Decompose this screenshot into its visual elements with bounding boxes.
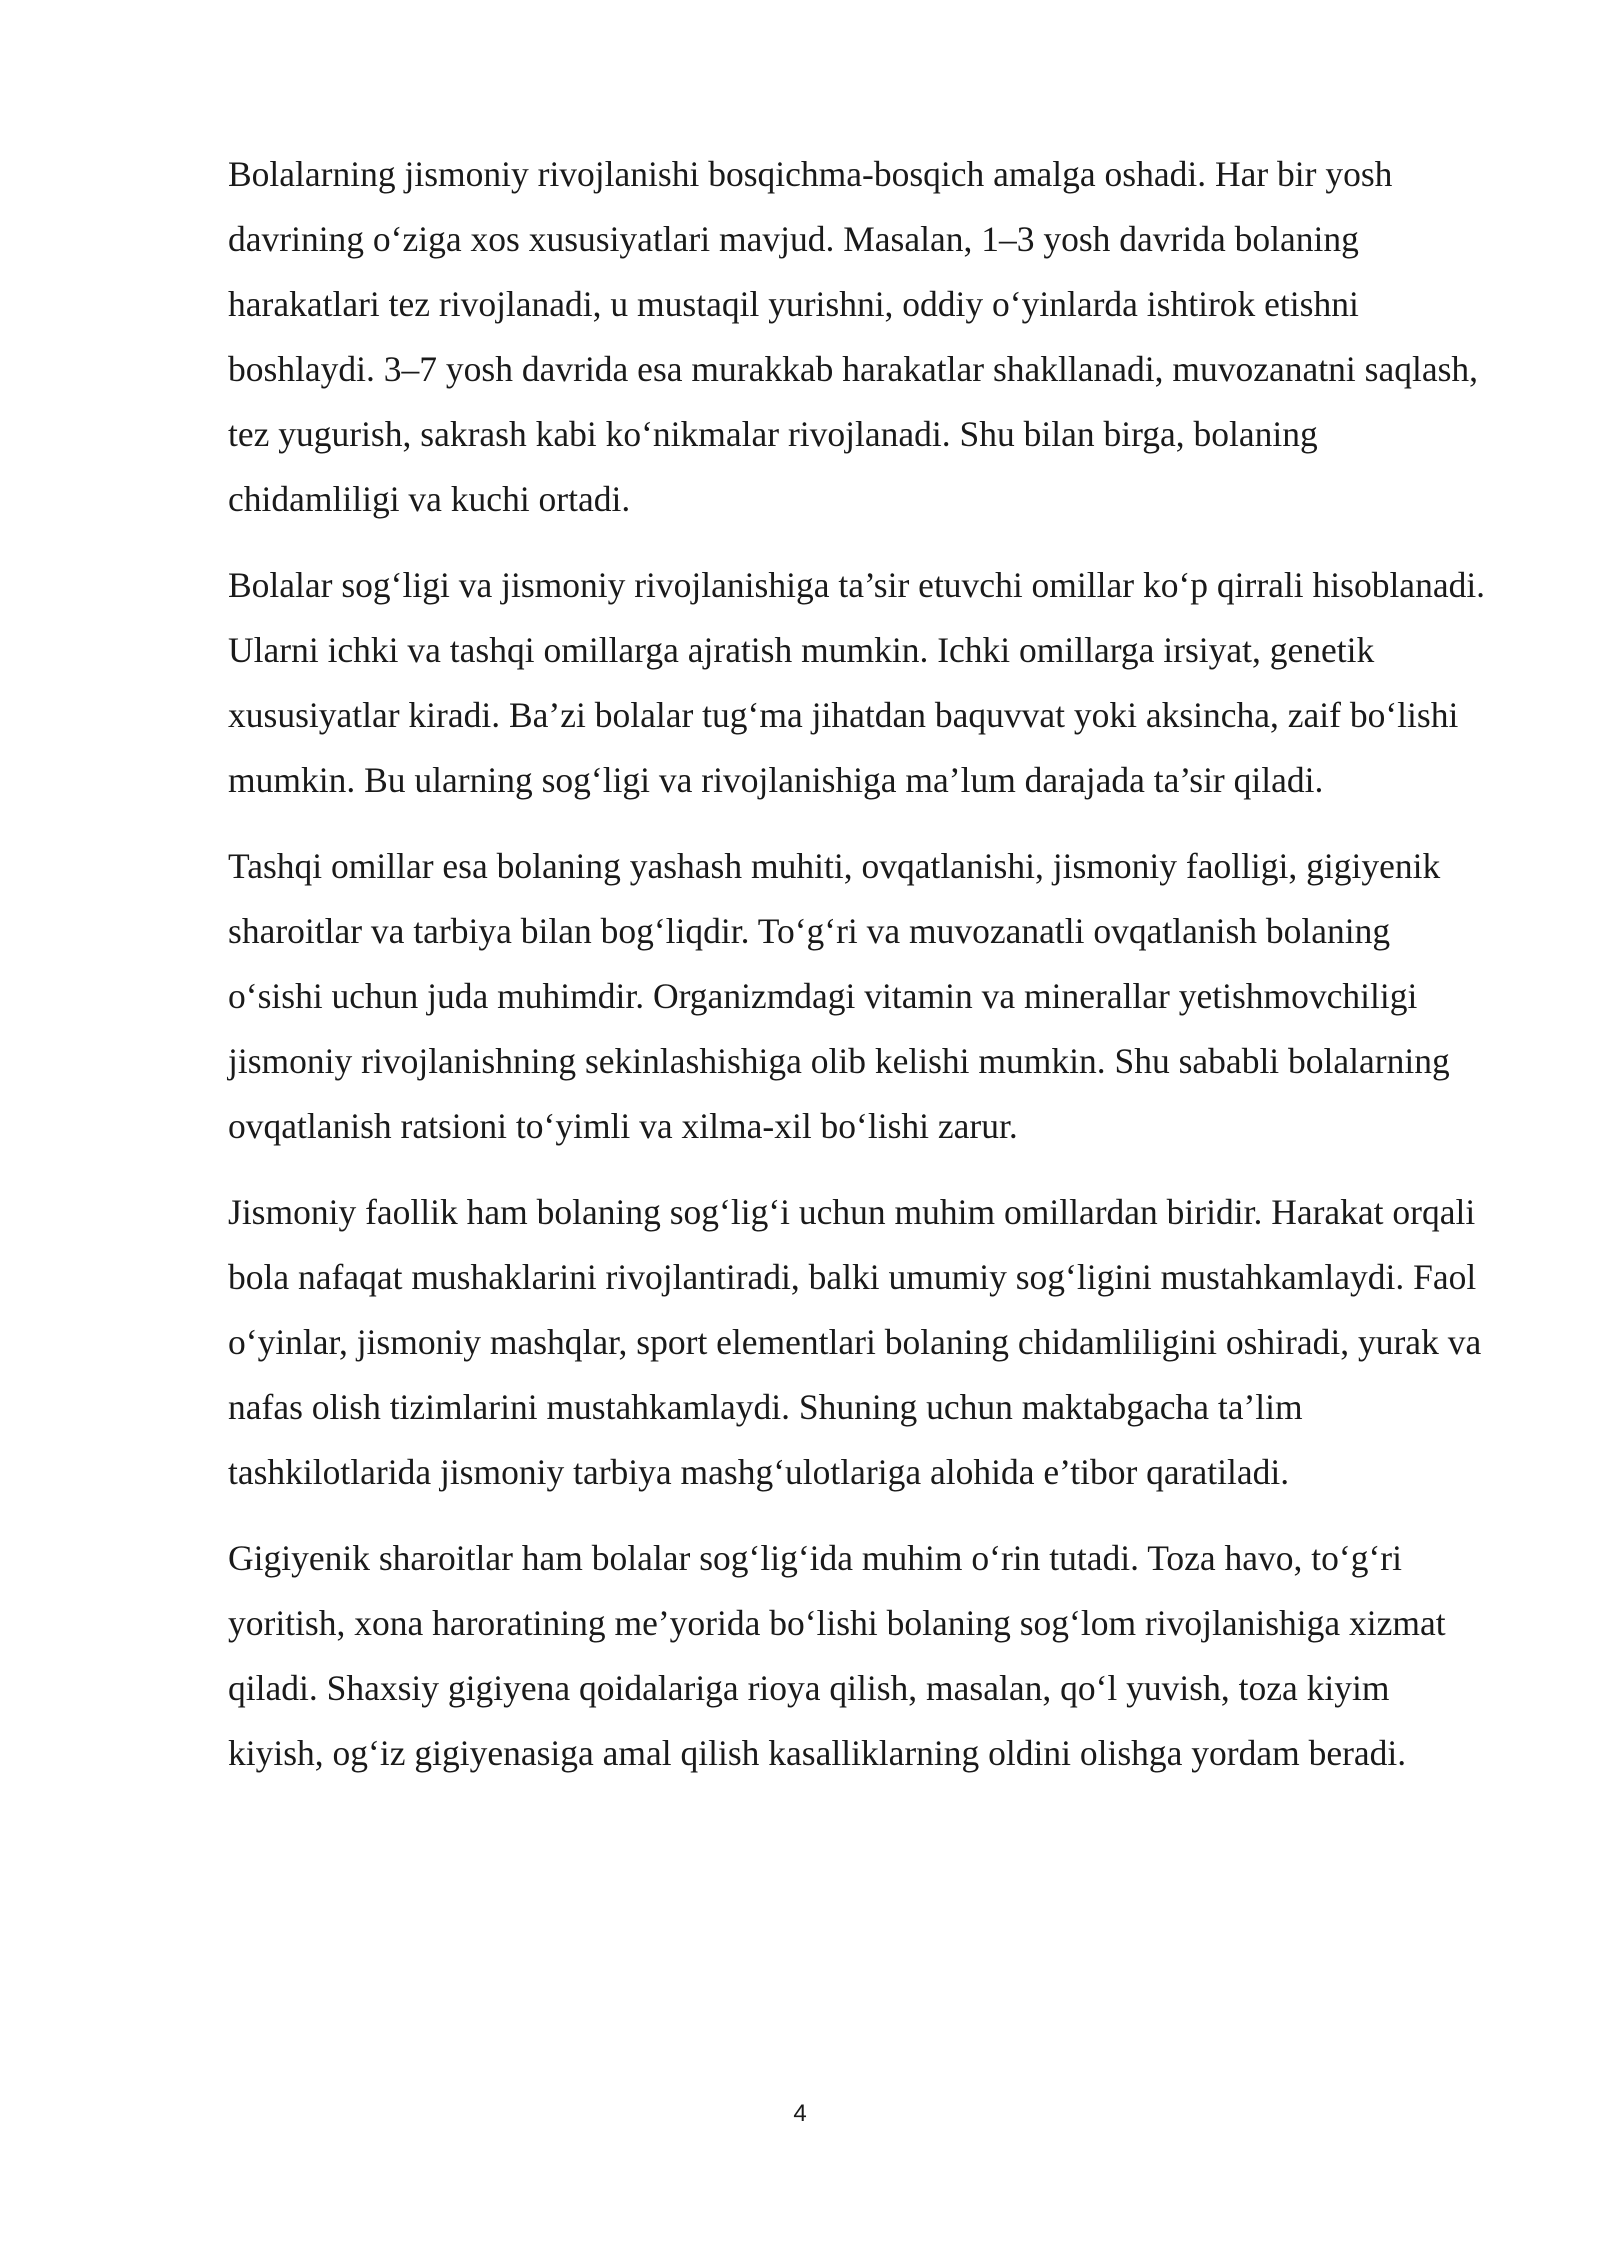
paragraph-5: Gigiyenik sharoitlar ham bolalar sog‘lig‘ida muhim o‘rin tutadi. Toza havo, to‘g‘ri yoritish, xona haroratining me’yorida bo‘lishi bolaning sog‘lom rivojlanishiga xizmat qiladi. Shaxsiy gigiyena qoidalariga rioya qilish, masalan, qo‘l yuvish, toza kiyim kiyish, og‘iz gigiyenasiga amal qilish kasalliklarning oldini olishga yordam beradi. [228, 1538, 1446, 1773]
page-number: 4 [793, 2100, 807, 2127]
paragraph-1: Bolalarning jismoniy rivojlanishi bosqichma-bosqich amalga oshadi. Har bir yosh davrining o‘ziga xos xususiyatlari mavjud. Masalan, 1–3 yosh davrida bolaning harakatlari tez rivojlanadi, u mustaqil yurishni, oddiy o‘yinlarda ishtirok etishni boshlaydi. 3–7 yosh davrida esa murakkab harakatlar shakllanadi, muvozanatni saqlash, tez yugurish, sakrash kabi ko‘nikmalar rivojlanadi. Shu bilan birga, bolaning chidamliligi va kuchi ortadi. [228, 154, 1479, 519]
paragraph-4: Jismoniy faollik ham bolaning sog‘lig‘i uchun muhim omillardan biridir. Harakat orqali bola nafaqat mushaklarini rivojlantiradi, balki umumiy sog‘ligini mustahkamlaydi. Faol o‘yinlar, jismoniy mashqlar, sport elementlari bolaning chidamliligini oshiradi, yurak va nafas olish tizimlarini mustahkamlaydi. Shuning uchun maktabgacha ta’lim tashkilotlarida jismoniy tarbiya mashg‘ulotlariga alohida e’tibor qaratiladi. [228, 1192, 1482, 1492]
paragraph-3: Tashqi omillar esa bolaning yashash muhiti, ovqatlanishi, jismoniy faolligi, gigiyenik sharoitlar va tarbiya bilan bog‘liqdir. To‘g‘ri va muvozanatli ovqatlanish bolaning o‘sishi uchun juda muhimdir. Organizmdagi vitamin va minerallar yetishmovchiligi jismoniy rivojlanishning sekinlashishiga olib kelishi mumkin. Shu sababli bolalarning ovqatlanish ratsioni to‘yimli va xilma-xil bo‘lishi zarur. [228, 846, 1450, 1146]
document-body [228, 142, 1488, 1807]
paragraph-2: Bolalar sog‘ligi va jismoniy rivojlanishiga ta’sir etuvchi omillar ko‘p qirrali hisoblanadi. Ularni ichki va tashqi omillarga ajratish mumkin. Ichki omillarga irsiyat, genetik xususiyatlar kiradi. Ba’zi bolalar tug‘ma jihatdan baquvvat yoki aksincha, zaif bo‘lishi mumkin. Bu ularning sog‘ligi va rivojlanishiga ma’lum darajada ta’sir qiladi. [228, 565, 1486, 800]
